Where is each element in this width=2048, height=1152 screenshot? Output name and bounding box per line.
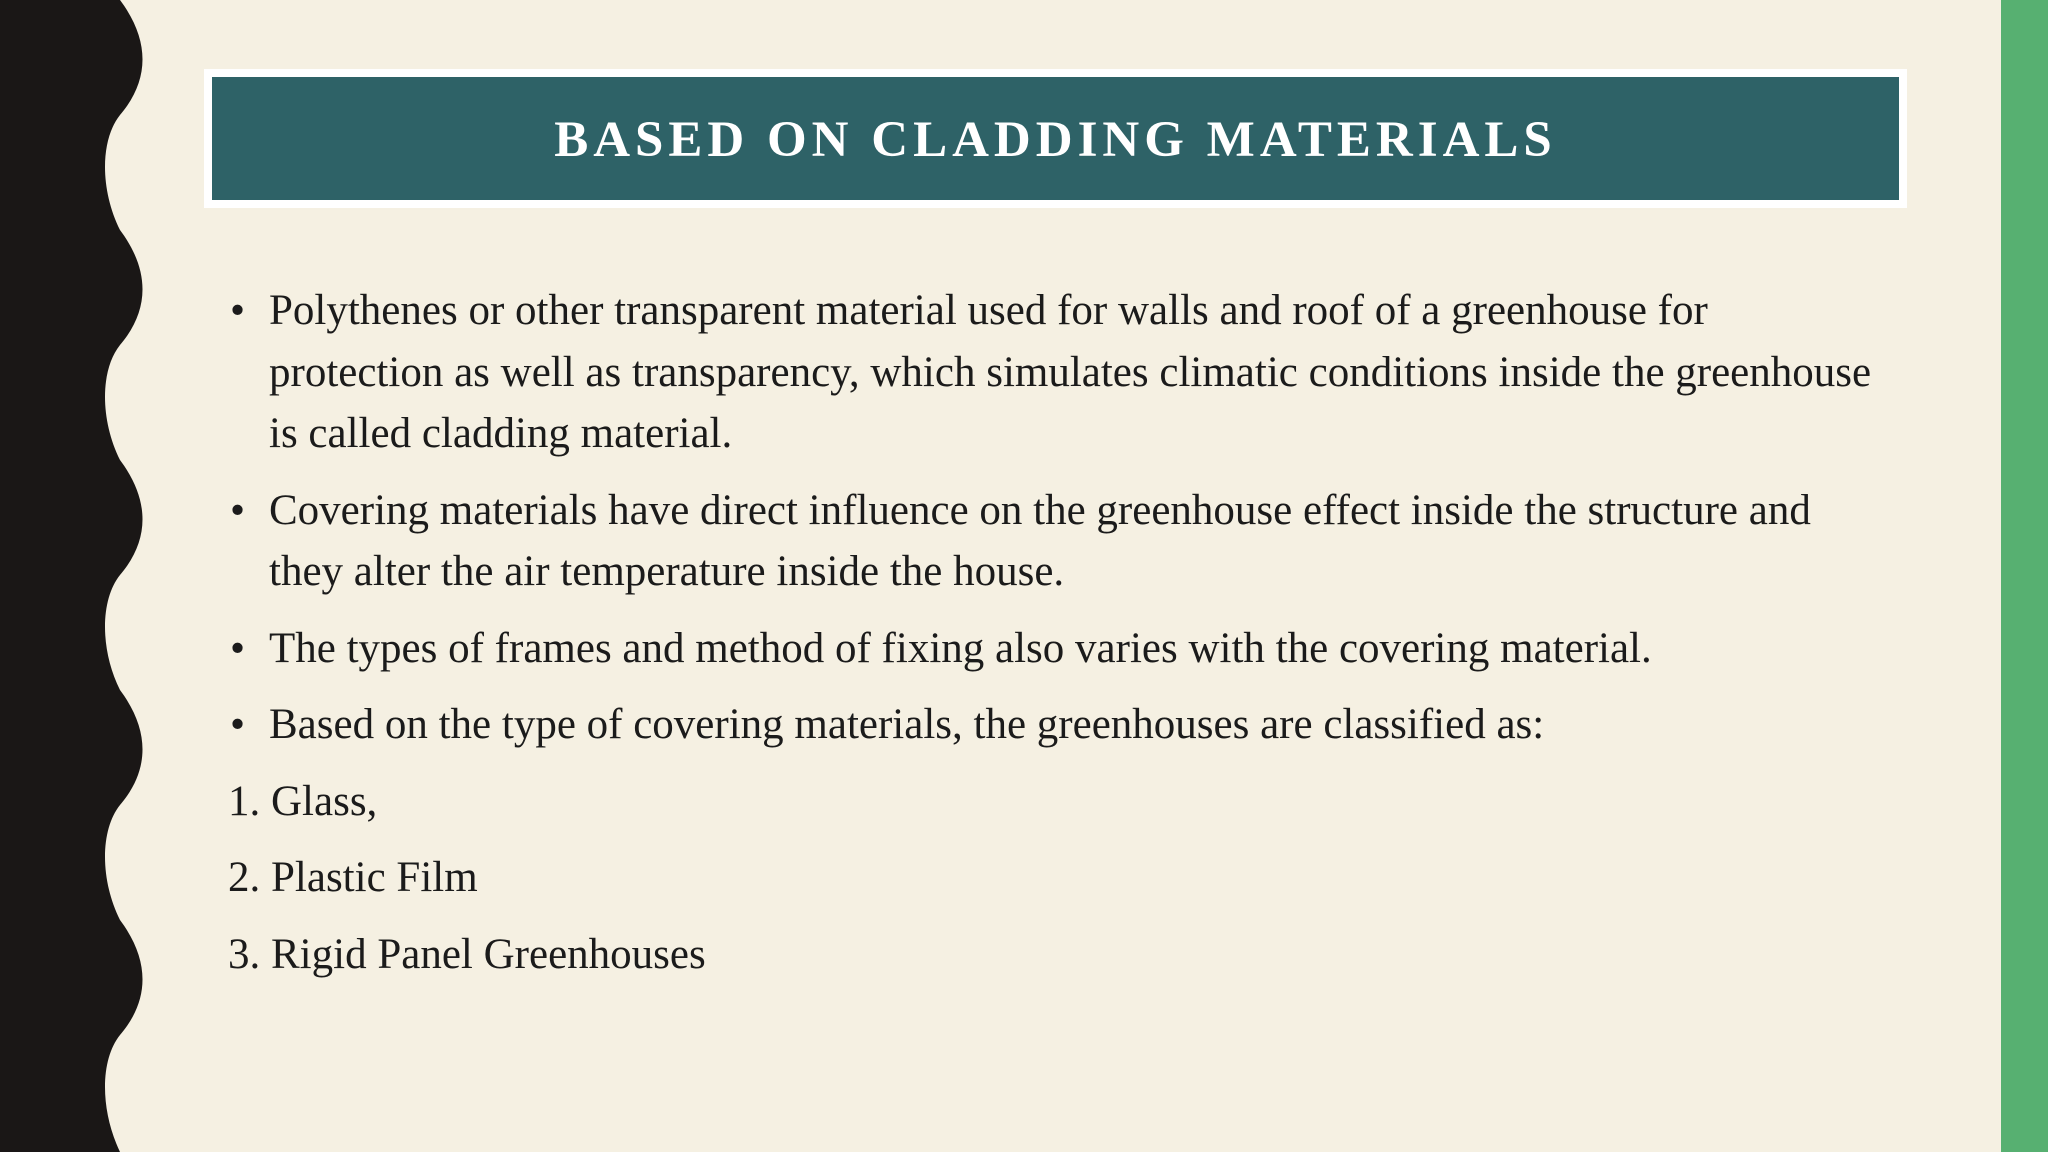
bullet-icon: • (230, 624, 246, 672)
bullet-list (228, 280, 1888, 756)
wavy-decorative-strip (0, 0, 160, 1152)
bullet-item (228, 694, 1888, 756)
numbered-item: 3. Rigid Panel Greenhouses (228, 930, 706, 978)
bullet-item (228, 280, 1888, 465)
numbered-item: 2. Plastic Film (228, 854, 478, 901)
slide-body (228, 280, 1888, 1000)
numbered-list (228, 771, 1888, 986)
bullet-text: Polythenes or other transparent material used for walls and roof of a greenhouse for protection as well as transparency, which simulates climatic conditions inside the greenhouse is called cladding material. (269, 287, 1872, 457)
green-accent-bar (2001, 0, 2048, 1152)
bullet-text: Covering materials have direct influence on the greenhouse effect inside the structure and they alter the air temperature inside the house. (269, 486, 1811, 595)
bullet-item (228, 480, 1888, 603)
bullet-text: Based on the type of covering materials, the greenhouses are classified as: (269, 701, 1545, 748)
numbered-item: 1. Glass, (228, 777, 378, 825)
bullet-icon: • (230, 701, 246, 748)
bullet-text: The types of frames and method of fixing also varies with the covering material. (269, 624, 1652, 672)
slide-title: BASED ON CLADDING MATERIALS (554, 111, 1557, 168)
title-banner (212, 77, 1899, 200)
title-frame (204, 69, 1907, 208)
bullet-icon: • (230, 486, 246, 534)
bullet-item (228, 618, 1888, 680)
bullet-icon: • (230, 287, 246, 334)
